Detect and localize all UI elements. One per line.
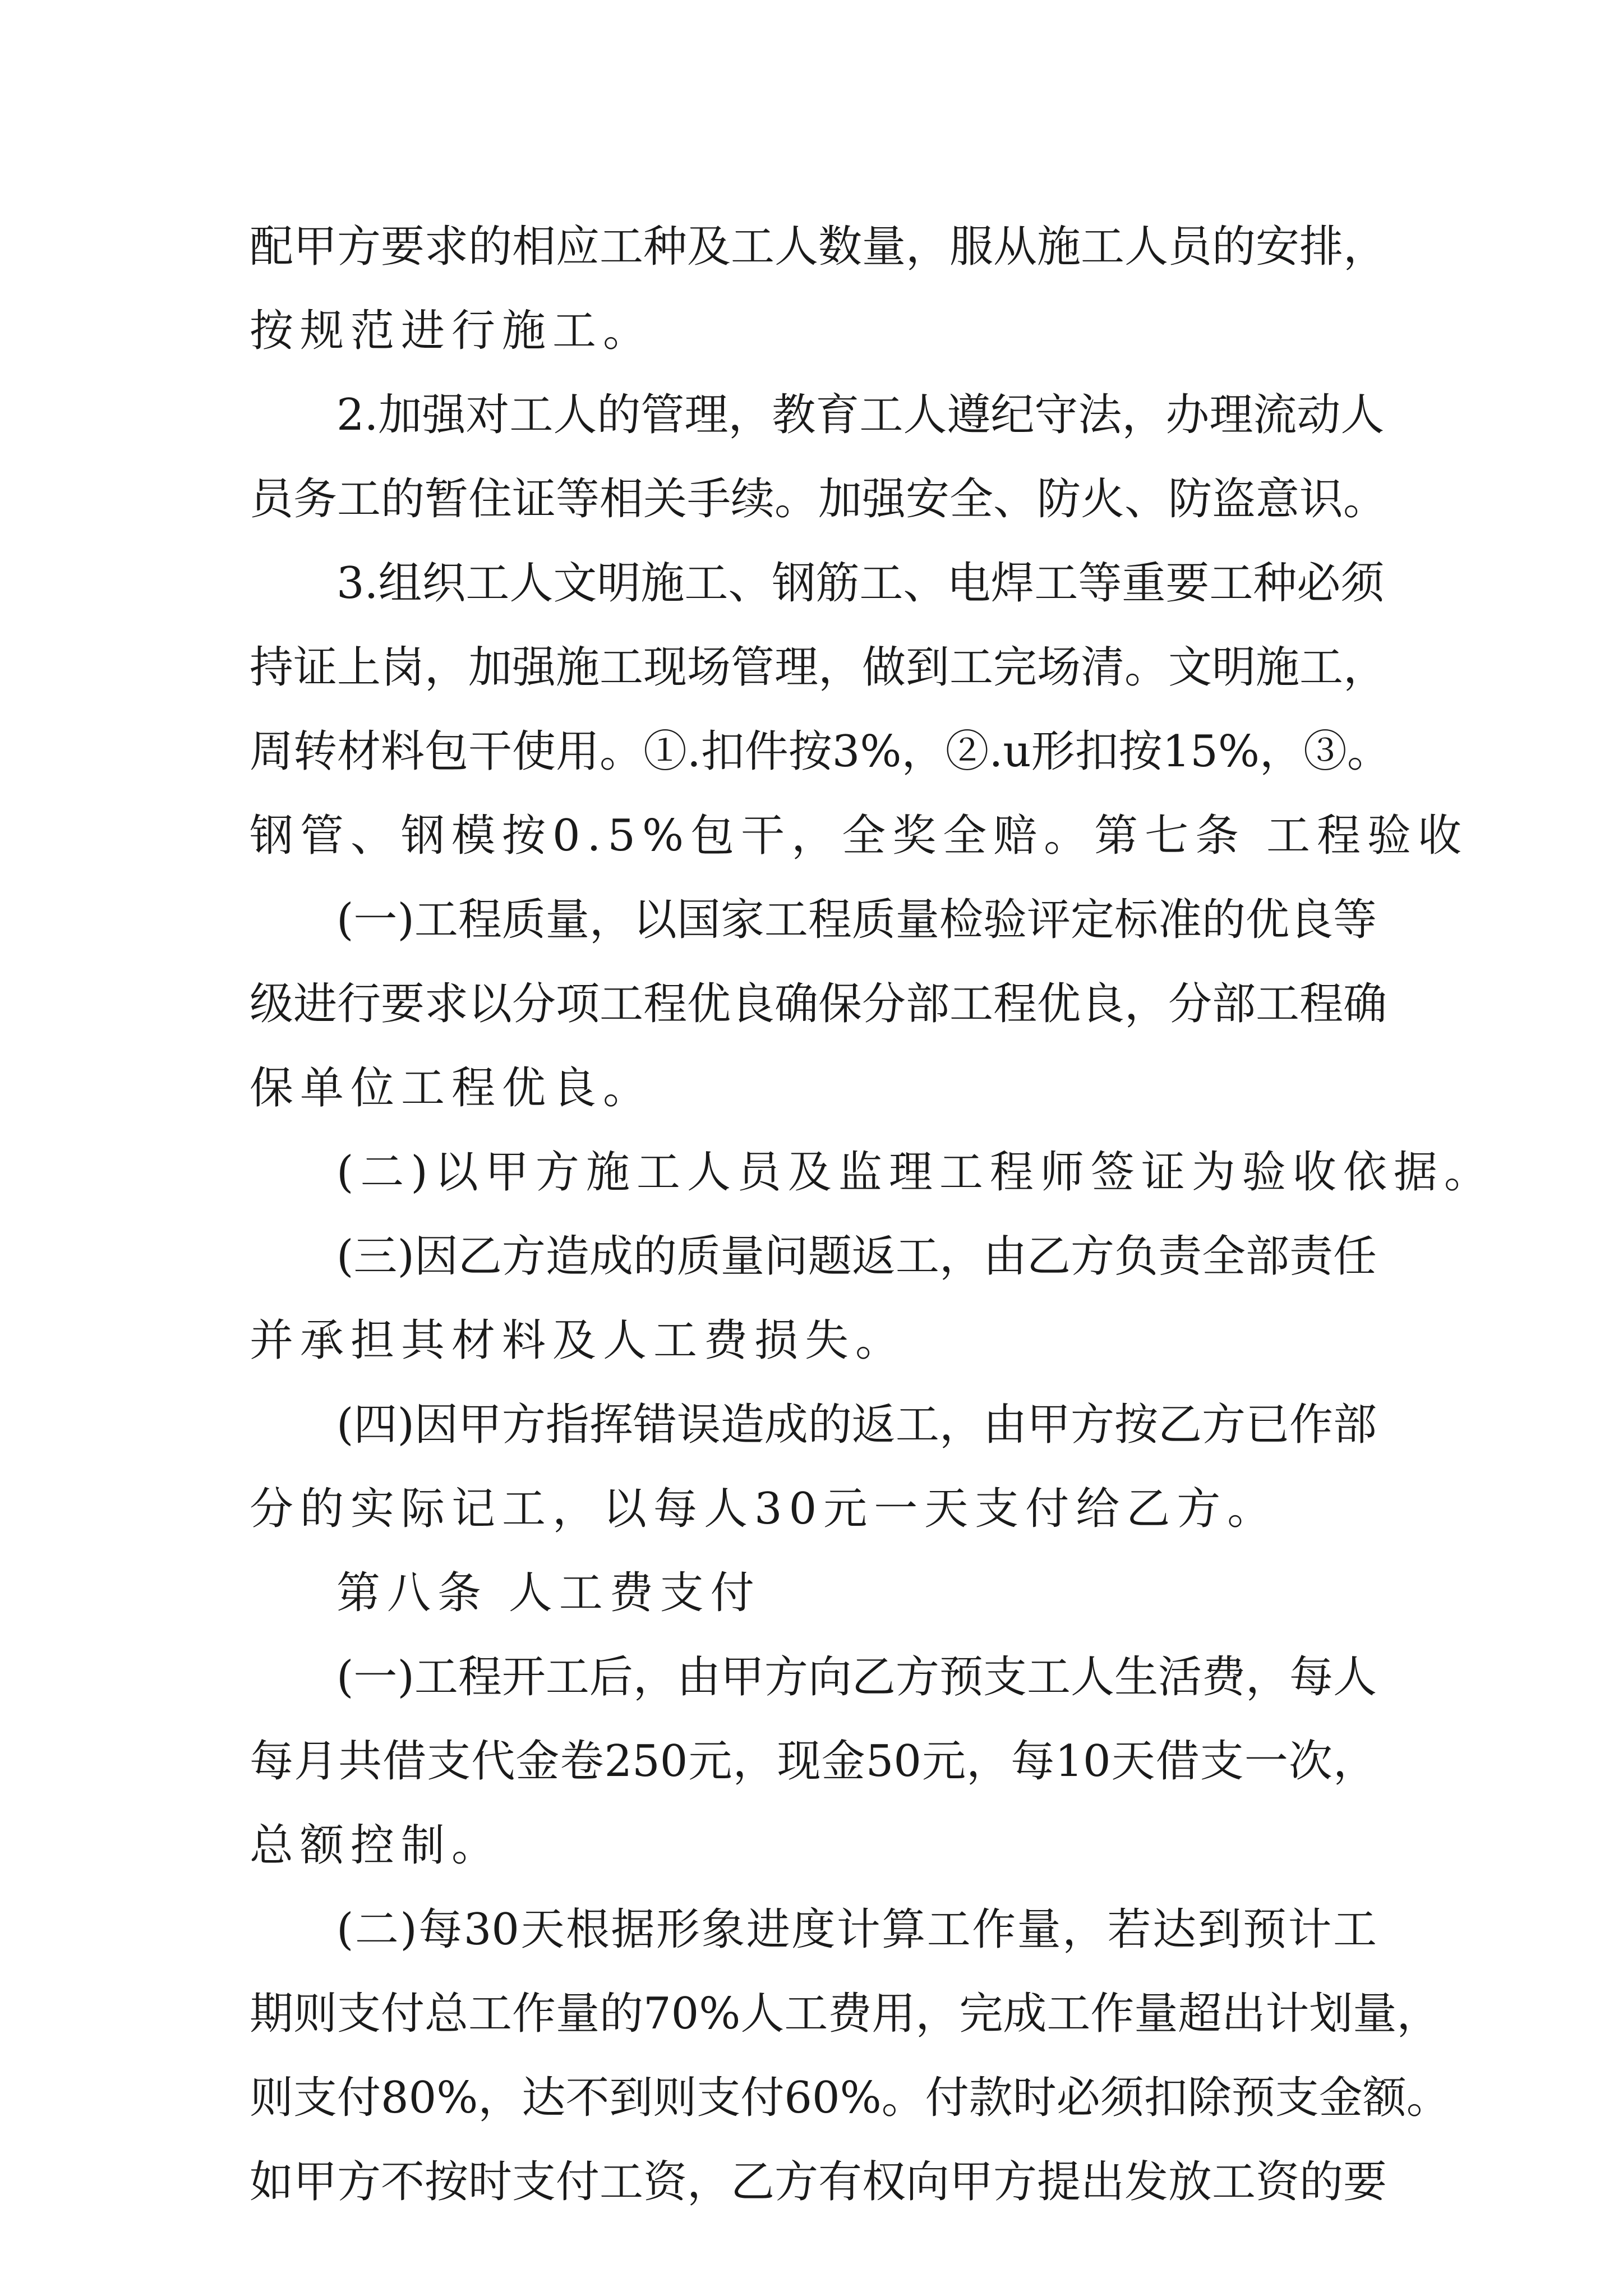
paragraph-line: 总额控制。 [250,1820,502,1871]
paragraph-line: (二)每30天根据形象进度计算工作量，若达到预计工 [336,1904,1377,1955]
paragraph-line: 2.加强对工人的管理，教育工人遵纪守法，办理流动人 [336,390,1385,440]
paragraph-line: (二)以甲方施工人员及监理工程师签证为验收依据。 [336,1147,1495,1198]
paragraph-line: (三)因乙方造成的质量问题返工，由乙方负责全部责任 [336,1231,1377,1282]
paragraph-line: 配甲方要求的相应工种及工人数量，服从施工人员的安排， [250,222,1387,272]
paragraph-line: 保单位工程优良。 [250,1063,654,1114]
paragraph-line: 员务工的暂住证等相关手续。加强安全、防火、防盗意识。 [250,474,1387,524]
paragraph-line: 按规范进行施工。 [250,306,654,356]
paragraph-line: 每月共借支代金卷250元，现金50元，每10天借支一次， [250,1736,1377,1787]
paragraph-line: 钢管、钢模按0.5%包干，全奖全赔。第七条 工程验收 [250,811,1468,861]
paragraph-line: 3.组织工人文明施工、钢筋工、电焊工等重要工种必须 [336,558,1385,609]
paragraph-line: 周转材料包干使用。①.扣件按3%，②.u形扣按15%，③。 [250,726,1391,777]
paragraph-line: 分的实际记工，以每人30元一天支付给乙方。 [250,1484,1278,1534]
paragraph-line: 级进行要求以分项工程优良确保分部工程优良，分部工程确 [250,979,1387,1029]
paragraph-line: 期则支付总工作量的70%人工费用，完成工作量超出计划量， [250,1989,1441,2039]
paragraph-line: (一)工程质量，以国家工程质量检验评定标准的优良等 [336,895,1377,945]
paragraph-line: (一)工程开工后，由甲方向乙方预支工人生活费，每人 [336,1652,1377,1703]
paragraph-line: 如甲方不按时支付工资，乙方有权向甲方提出发放工资的要 [250,2157,1387,2207]
paragraph-line: 则支付80%，达不到则支付60%。付款时必须扣除预支金额。 [250,2073,1450,2123]
paragraph-line: 并承担其材料及人工费损失。 [250,1315,906,1366]
paragraph-line: (四)因甲方指挥错误造成的返工，由甲方按乙方已作部 [336,1400,1377,1450]
paragraph-line: 持证上岗，加强施工现场管理，做到工完场清。文明施工， [250,642,1387,693]
section-heading: 第八条 人工费支付 [336,1568,761,1618]
